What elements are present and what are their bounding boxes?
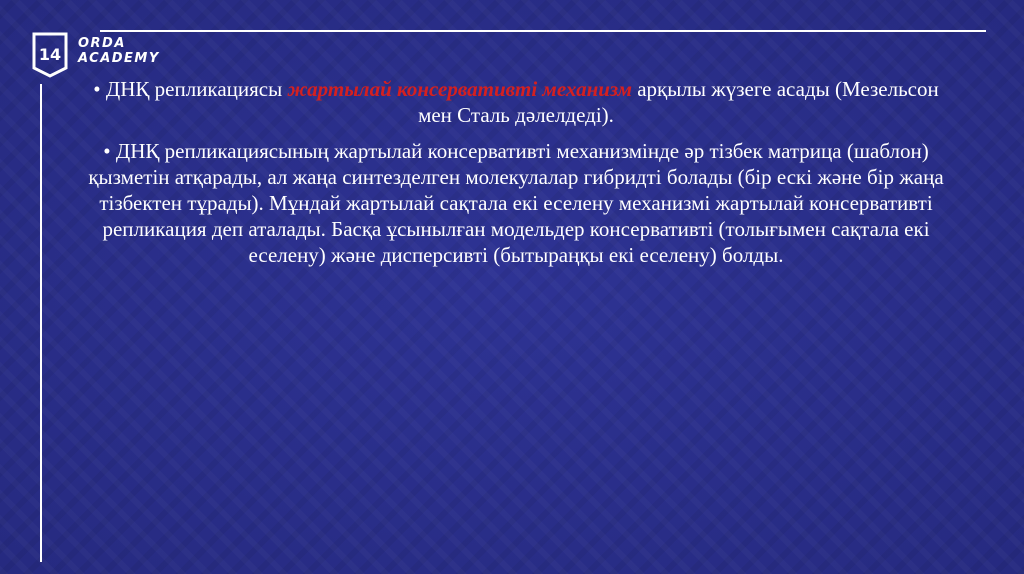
paragraph1-before: ДНҚ репликациясы	[105, 77, 283, 101]
brand-name	[78, 36, 160, 66]
bullet: •	[103, 139, 111, 163]
top-divider	[100, 30, 986, 32]
paragraph-semiconservative-details	[76, 138, 956, 268]
highlighted-term: жартылай консервативті механизм	[287, 77, 632, 101]
orda-academy-emblem-icon	[30, 30, 70, 80]
paragraph1-after: арқылы жүзеге асады (Мезельсон мен Сталь дәлелдеді).	[418, 77, 939, 127]
brand-name-line1: ORDA	[78, 36, 126, 51]
slide-body	[76, 76, 956, 278]
left-divider	[40, 84, 42, 562]
brand-name-line2: ACADEMY	[78, 51, 160, 66]
logo-badge-text: 14	[38, 45, 62, 64]
paragraph2-text: ДНҚ репликациясының жартылай консервативті механизмінде әр тізбек матрица (шаблон) қызметін атқарады, ал жаңа синтезделген молекулалар гибридті болады (бір ескі және бір жаңа тізбектен тұрады). Мұндай жартылай сақтала екі еселену механизмі жартылай консервативті репликация деп аталады. Басқа ұсынылған модельдер консервативті (толығымен сақтала екі еселену) және дисперсивті (бытыраңқы екі еселену) болды.	[88, 139, 944, 267]
brand-logo	[30, 30, 190, 82]
bullet: •	[93, 77, 101, 101]
paragraph-replication-mechanism	[76, 76, 956, 128]
